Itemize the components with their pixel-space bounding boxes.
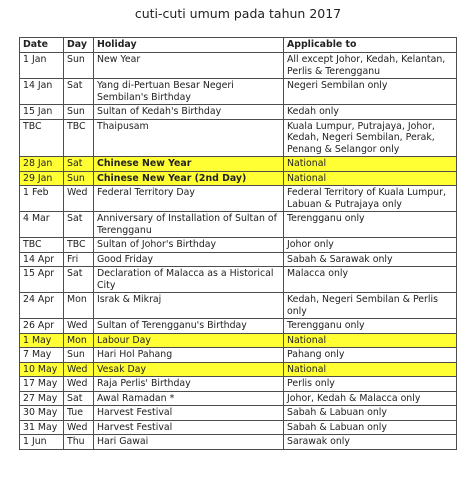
header-day: Day	[64, 38, 94, 53]
cell-date: 28 Jan	[20, 157, 64, 172]
cell-day: TBC	[64, 238, 94, 253]
cell-date: 1 Jun	[20, 435, 64, 450]
table-body	[20, 53, 457, 450]
cell-applicable: Johor, Kedah & Malacca only	[284, 391, 457, 406]
cell-applicable: Malacca only	[284, 267, 457, 293]
cell-date: 15 Jan	[20, 105, 64, 120]
cell-date: 26 Apr	[20, 319, 64, 334]
cell-holiday: New Year	[94, 53, 284, 79]
cell-date: TBC	[20, 119, 64, 157]
cell-date: TBC	[20, 238, 64, 253]
table-row	[20, 53, 457, 79]
table-row	[20, 157, 457, 172]
cell-holiday: Thaipusam	[94, 119, 284, 157]
cell-day: Mon	[64, 333, 94, 348]
cell-applicable: National	[284, 362, 457, 377]
cell-holiday: Raja Perlis' Birthday	[94, 377, 284, 392]
cell-date: 27 May	[20, 391, 64, 406]
cell-day: Sat	[64, 267, 94, 293]
cell-date: 31 May	[20, 420, 64, 435]
page-title: cuti-cuti umum pada tahun 2017	[134, 6, 342, 21]
table-row	[20, 377, 457, 392]
header-date: Date	[20, 38, 64, 53]
table-row	[20, 435, 457, 450]
table-row	[20, 212, 457, 238]
cell-date: 14 Jan	[20, 79, 64, 105]
cell-day: Sat	[64, 157, 94, 172]
table-row	[20, 267, 457, 293]
table-row	[20, 333, 457, 348]
cell-applicable: Johor only	[284, 238, 457, 253]
cell-date: 29 Jan	[20, 171, 64, 186]
cell-applicable: Federal Territory of Kuala Lumpur, Labuan & Putrajaya only	[284, 186, 457, 212]
cell-applicable: Kedah, Negeri Sembilan & Perlis only	[284, 293, 457, 319]
cell-holiday: Chinese New Year (2nd Day)	[94, 171, 284, 186]
table-row	[20, 238, 457, 253]
table-row	[20, 319, 457, 334]
cell-applicable: All except Johor, Kedah, Kelantan, Perlis & Terengganu	[284, 53, 457, 79]
cell-date: 1 Jan	[20, 53, 64, 79]
cell-day: Sun	[64, 348, 94, 363]
cell-applicable: Sabah & Sarawak only	[284, 252, 457, 267]
cell-applicable: National	[284, 333, 457, 348]
cell-applicable: Sabah & Labuan only	[284, 406, 457, 421]
cell-day: Wed	[64, 377, 94, 392]
table-header-row	[20, 38, 457, 53]
table-row	[20, 293, 457, 319]
cell-day: Sun	[64, 53, 94, 79]
cell-holiday: Sultan of Terengganu's Birthday	[94, 319, 284, 334]
cell-day: Sun	[64, 105, 94, 120]
cell-holiday: Awal Ramadan *	[94, 391, 284, 406]
cell-day: Wed	[64, 319, 94, 334]
cell-date: 15 Apr	[20, 267, 64, 293]
table-row	[20, 420, 457, 435]
cell-day: Sat	[64, 79, 94, 105]
cell-holiday: Sultan of Kedah's Birthday	[94, 105, 284, 120]
cell-holiday: Federal Territory Day	[94, 186, 284, 212]
cell-date: 1 May	[20, 333, 64, 348]
table-row	[20, 406, 457, 421]
cell-applicable: Terengganu only	[284, 319, 457, 334]
header-applicable: Applicable to	[284, 38, 457, 53]
table-row	[20, 348, 457, 363]
cell-date: 4 Mar	[20, 212, 64, 238]
cell-holiday: Sultan of Johor's Birthday	[94, 238, 284, 253]
header-holiday: Holiday	[94, 38, 284, 53]
cell-applicable: Sarawak only	[284, 435, 457, 450]
cell-applicable: National	[284, 157, 457, 172]
cell-day: Mon	[64, 293, 94, 319]
cell-date: 24 Apr	[20, 293, 64, 319]
table-row	[20, 171, 457, 186]
cell-holiday: Vesak Day	[94, 362, 284, 377]
cell-day: Sat	[64, 391, 94, 406]
cell-day: Fri	[64, 252, 94, 267]
cell-holiday: Israk & Mikraj	[94, 293, 284, 319]
cell-applicable: Terengganu only	[284, 212, 457, 238]
cell-applicable: Kedah only	[284, 105, 457, 120]
cell-applicable: Perlis only	[284, 377, 457, 392]
cell-holiday: Declaration of Malacca as a Historical City	[94, 267, 284, 293]
cell-holiday: Yang di-Pertuan Besar Negeri Sembilan's Birthday	[94, 79, 284, 105]
cell-day: Wed	[64, 420, 94, 435]
holiday-table	[19, 37, 457, 450]
cell-day: Tue	[64, 406, 94, 421]
cell-holiday: Hari Gawai	[94, 435, 284, 450]
table-row	[20, 362, 457, 377]
cell-day: Wed	[64, 186, 94, 212]
cell-applicable: Sabah & Labuan only	[284, 420, 457, 435]
cell-date: 1 Feb	[20, 186, 64, 212]
cell-holiday: Good Friday	[94, 252, 284, 267]
cell-holiday: Anniversary of Installation of Sultan of Terengganu	[94, 212, 284, 238]
cell-applicable: Kuala Lumpur, Putrajaya, Johor, Kedah, Negeri Sembilan, Perak, Penang & Selangor only	[284, 119, 457, 157]
cell-date: 14 Apr	[20, 252, 64, 267]
cell-day: Wed	[64, 362, 94, 377]
cell-holiday: Labour Day	[94, 333, 284, 348]
table-row	[20, 391, 457, 406]
cell-day: Sat	[64, 212, 94, 238]
cell-date: 30 May	[20, 406, 64, 421]
cell-holiday: Harvest Festival	[94, 406, 284, 421]
cell-day: Thu	[64, 435, 94, 450]
cell-date: 10 May	[20, 362, 64, 377]
table-row	[20, 79, 457, 105]
cell-day: Sun	[64, 171, 94, 186]
cell-date: 7 May	[20, 348, 64, 363]
cell-holiday: Hari Hol Pahang	[94, 348, 284, 363]
cell-holiday: Harvest Festival	[94, 420, 284, 435]
table-row	[20, 105, 457, 120]
table-row	[20, 119, 457, 157]
cell-date: 17 May	[20, 377, 64, 392]
cell-applicable: National	[284, 171, 457, 186]
table-row	[20, 252, 457, 267]
cell-applicable: Pahang only	[284, 348, 457, 363]
table-row	[20, 186, 457, 212]
cell-day: TBC	[64, 119, 94, 157]
cell-applicable: Negeri Sembilan only	[284, 79, 457, 105]
cell-holiday: Chinese New Year	[94, 157, 284, 172]
